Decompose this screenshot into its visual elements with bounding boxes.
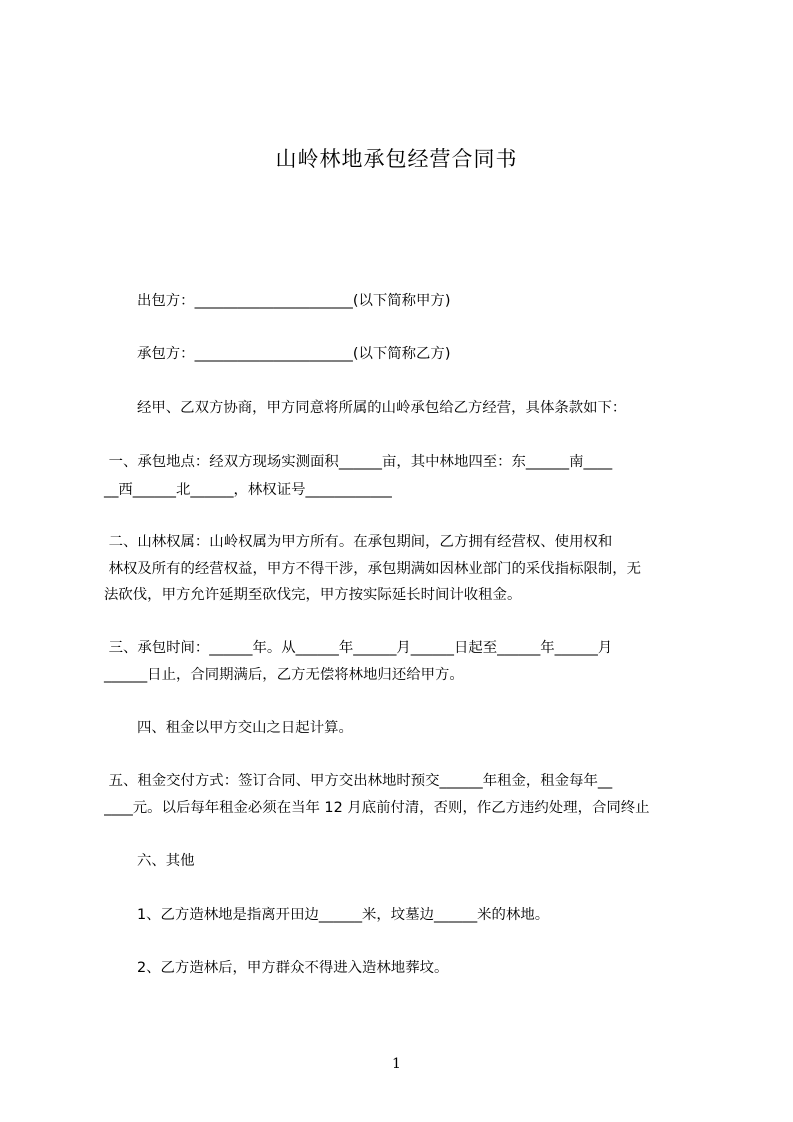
clause-6-item-2: 2、乙方造林后，甲方群众不得进入造林地葬坟。 [137, 960, 449, 976]
intro-paragraph: 经甲、乙双方协商，甲方同意将所属的山岭承包给乙方经营，具体条款如下： [137, 400, 627, 416]
party-a-line: 出包方：______________________(以下简称甲方) [137, 293, 451, 309]
clause-1-line-2: __西______北______，林权证号____________ [104, 482, 392, 498]
clause-1-line-1: 一、承包地点：经双方现场实测面积______亩，其中林地四至：东______南____ [104, 454, 613, 470]
clause-6-heading: 六、其他 [137, 853, 195, 869]
party-b-line: 承包方：______________________(以下简称乙方) [137, 346, 451, 362]
page-number: 1 [392, 1056, 401, 1072]
clause-5-line-2: ____元。以后每年租金必须在当年 12 月底前付清，否则，作乙方违约处理，合同终止 [104, 800, 650, 816]
clause-4-paragraph: 四、租金以甲方交山之日起计算。 [137, 720, 353, 736]
clause-3-line-1: 三、承包时间：______年。从______年______月______日起至______年______月 [104, 640, 613, 656]
clause-3-line-2: ______日止，合同期满后，乙方无偿将林地归还给甲方。 [104, 667, 464, 683]
clause-2-line-3: 法砍伐，甲方允许延期至砍伐完，甲方按实际延长时间计收租金。 [104, 587, 522, 603]
document-title: 山岭林地承包经营合同书 [275, 147, 518, 171]
clause-2-line-1: 二、山林权属：山岭权属为甲方所有。在承包期间，乙方拥有经营权、使用权和 [104, 534, 613, 550]
clause-6-item-1: 1、乙方造林地是指离开田边______米，坟墓边______米的林地。 [137, 907, 550, 923]
clause-5-line-1: 五、租金交付方式：签订合同、甲方交出林地时预交______年租金，租金每年__ [104, 773, 613, 789]
clause-2-line-2: 林权及所有的经营权益，甲方不得干涉，承包期满如因林业部门的采伐指标限制，无 [104, 561, 642, 577]
